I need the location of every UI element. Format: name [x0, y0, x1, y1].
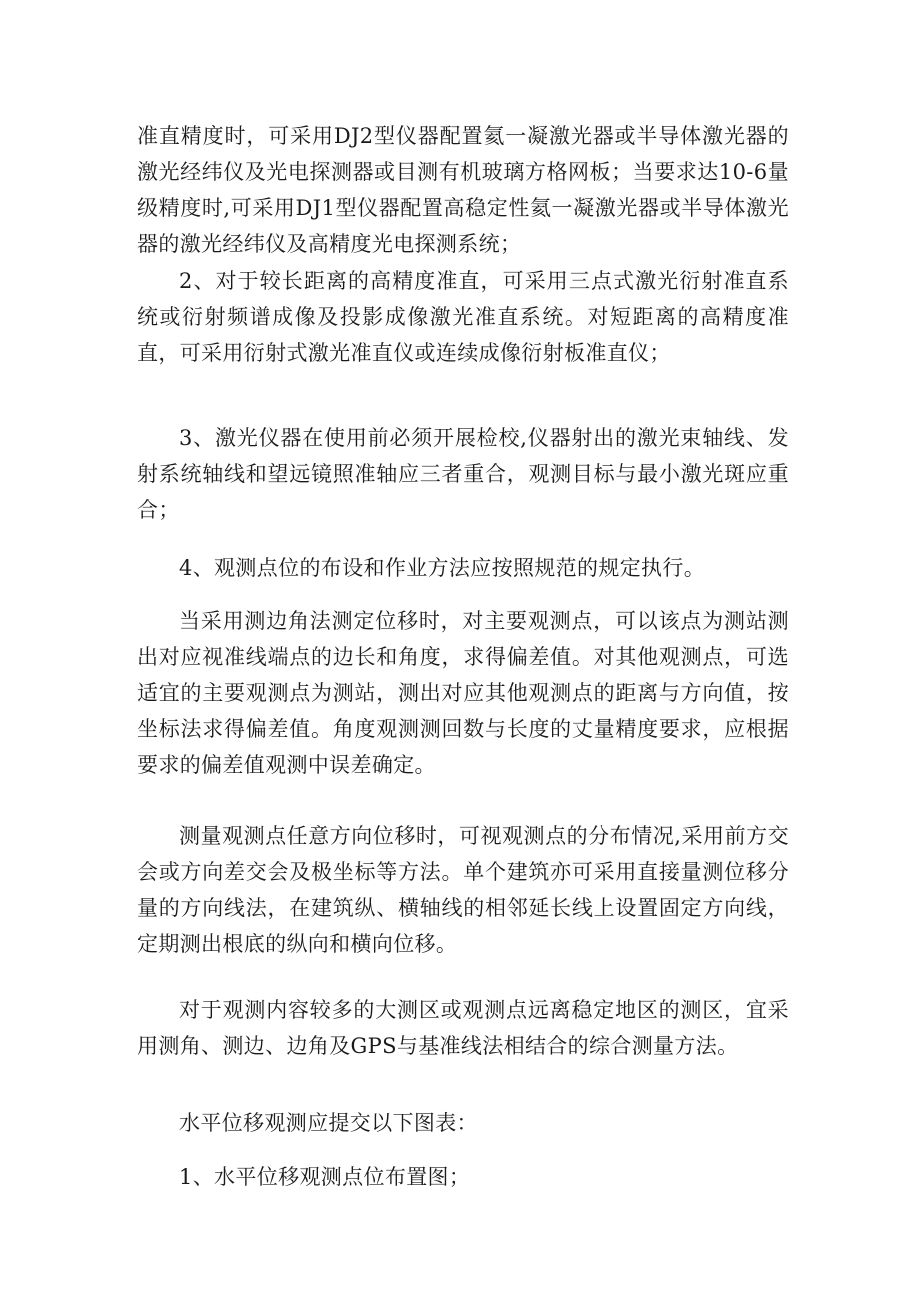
paragraph-edge-angle-method: 当采用测边角法测定位移时，对主要观测点，可以该点为测站测出对应视准线端点的边长和角度，求得偏差值。对其他观测点，可选适宜的主要观测点为测站，测出对应其他观测点的距离与方向值，按坐标法求得偏差值。角度观测测回数与长度的丈量精度要求，应根据要求的偏差值观测中误差确定。: [137, 609, 789, 777]
paragraph-submit-charts: 水平位移观测应提交以下图表：: [179, 1111, 478, 1135]
paragraph-item-3-instrument-calibration: 3、激光仪器在使用前必须开展检校,仪器射出的激光束轴线、发射系统轴线和望远镜照准轴应三者重合，观测目标与最小激光斑应重合；: [137, 426, 789, 522]
paragraph-arbitrary-direction: 测量观测点任意方向位移时，可视观测点的分布情况,采用前方交会或方向差交会及极坐标等方法。单个建筑亦可采用直接量测位移分量的方向线法，在建筑纵、横轴线的相邻延长线上设置固定方向线，定期测出根底的纵向和横向位移。: [137, 824, 789, 956]
paragraph-comprehensive-method: 对于观测内容较多的大测区或观测点远离稳定地区的测区，宜采用测角、测边、边角及GPS与基准线法相结合的综合测量方法。: [137, 998, 789, 1058]
paragraph-item-1-layout-map: 1、水平位移观测点位布置图；: [179, 1165, 471, 1189]
paragraph-item-4-point-layout: 4、观测点位的布设和作业方法应按照规范的规定执行。: [179, 556, 706, 580]
paragraph-item-2-long-distance: 2、对于较长距离的高精度准直，可采用三点式激光衍射准直系统或衍射频谱成像及投影成像激光准直系统。对短距离的高精度准直，可采用衍射式激光准直仪或连续成像衍射板准直仪；: [137, 269, 789, 365]
paragraph-laser-collimation-precision: 准直精度时，可采用DJ2型仪器配置氦一凝激光器或半导体激光器的激光经纬仪及光电探测器或目测有机玻璃方格网板；当要求达10-6量级精度时,可采用DJ1型仪器配置高稳定性氦一凝激光器或半导体激光器的激光经纬仪及高精度光电探测系统；: [137, 124, 789, 256]
